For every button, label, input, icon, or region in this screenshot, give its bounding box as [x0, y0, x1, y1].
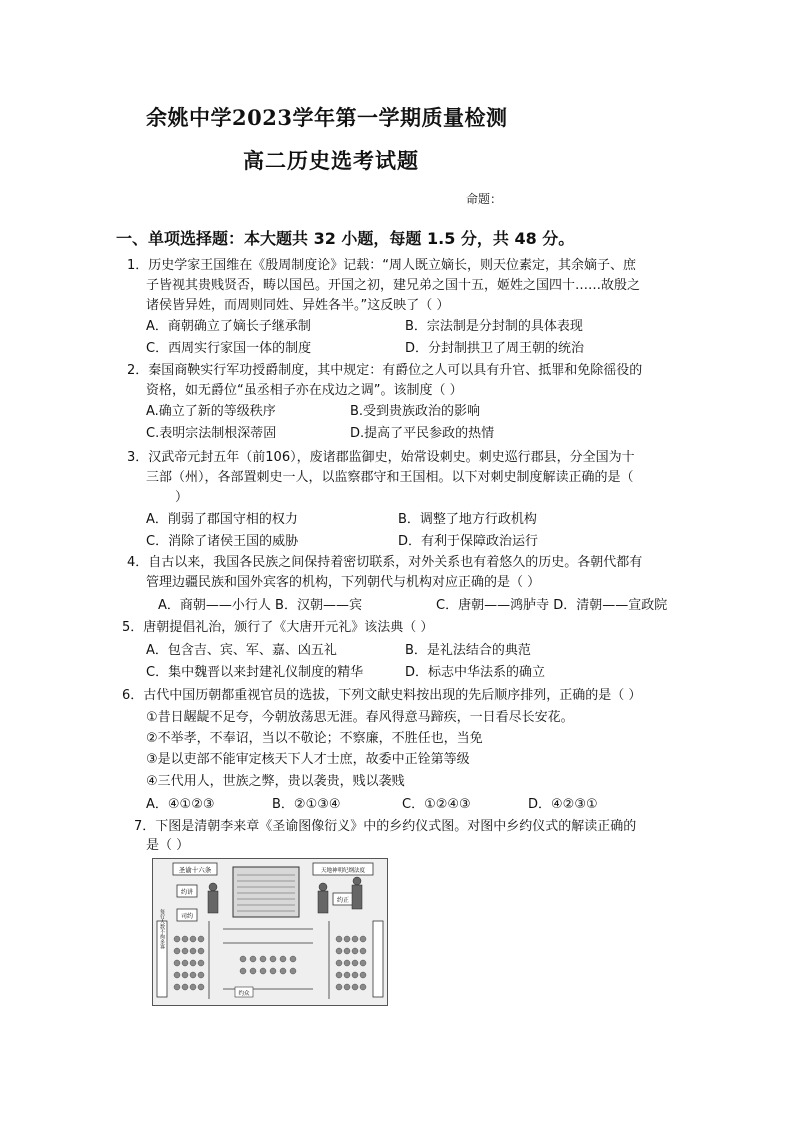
- q6-line-1: 6．古代中国历朝都重视官员的选拔，下列文献史料按出现的先后顺序排列，正确的是（ ）: [122, 688, 642, 703]
- q2-option-b: B.受到贵族政治的影响: [350, 404, 481, 419]
- q2-option-a: A.确立了新的等级秩序: [146, 404, 276, 419]
- q5-option-a: A．包含吉、宾、军、嘉、凶五礼: [146, 643, 337, 658]
- q5-line-1: 5．唐朝提倡礼治，颁行了《大唐开元礼》该法典（ ）: [122, 620, 434, 635]
- q6-item-4: ④三代用人，世族之弊，贵以袭贵，贱以袭贱: [146, 774, 405, 789]
- q2-option-d: D.提高了平民参政的热情: [350, 426, 495, 441]
- q3-option-b: B．调整了地方行政机构: [398, 512, 537, 527]
- figure-label-heaven: 天地神明纪纲法度: [320, 868, 366, 874]
- q3-option-d: D．有利于保障政治运行: [398, 534, 539, 549]
- figure-label-edict: 圣谕十六条: [178, 866, 212, 874]
- q4-line-2: 管理边疆民族和国外宾客的机构，下列朝代与机构对应正确的是（ ）: [146, 575, 541, 590]
- q1-line-2: 子皆视其贵贱贤否，畴以国邑。开国之初，建兄弟之国十五，姬姓之国四十……故殷之: [146, 278, 641, 293]
- figure-label-siyue: 司约: [180, 913, 194, 920]
- q6-item-2: ②不举孝，不奉诏，当以不敬论；不察廉，不胜任也，当免: [146, 731, 483, 746]
- q6-option-b: B．②①③④: [272, 797, 341, 812]
- q2-line-1: 2．秦国商鞅实行军功授爵制度，其中规定：有爵位之人可以具有升官、抵罪和免除徭役的: [127, 363, 643, 378]
- q2-line-2: 资格，如无爵位“虽丞相子亦在戍边之调”。该制度（ ）: [146, 383, 463, 398]
- q3-option-c: C．消除了诸侯王国的威胁: [146, 534, 299, 549]
- ceremony-illustration: [152, 858, 388, 1006]
- figure-label-yuezheng: 约正: [336, 897, 350, 904]
- q3-line-1: 3．汉武帝元封五年（前106），废诸郡监御史，始常设刺史。刺史巡行郡县，分全国为十: [127, 450, 635, 465]
- q2-option-c: C.表明宗法制根深蒂固: [146, 426, 277, 441]
- q1-option-c: C．西周实行家国一体的制度: [146, 341, 312, 356]
- q7-line-2: 是（ ）: [146, 838, 190, 853]
- q5-option-d: D．标志中华法系的确立: [405, 665, 546, 680]
- q1-option-a: A．商朝确立了嫡长子继承制: [146, 319, 311, 334]
- figure-label-lecturer: 约讲: [180, 889, 194, 896]
- q6-item-3: ③是以吏部不能审定核天下人才士庶，故委中正铨第等级: [146, 752, 470, 767]
- figure-label-rows-left: 每行人数不拘多寡: [159, 909, 165, 949]
- q1-option-d: D．分封制拱卫了周王朝的统治: [405, 341, 585, 356]
- q5-option-c: C．集中魏晋以来封建礼仪制度的精华: [146, 665, 364, 680]
- q6-item-1: ①昔日龌龊不足夸，今朝放荡思无涯。春风得意马蹄疾，一日看尽长安花。: [146, 710, 574, 725]
- q3-line-2: 三部（州），各部置刺史一人，以监察郡守和王国相。以下对刺史制度解读正确的是（: [146, 470, 634, 485]
- q4-option-ab: A．商朝——小行人 B．汉朝——宾: [158, 598, 362, 613]
- q5-option-b: B．是礼法结合的典范: [405, 643, 531, 658]
- q3-option-a: A．削弱了郡国守相的权力: [146, 512, 298, 527]
- q4-line-1: 4．自古以来，我国各民族之间保持着密切联系，对外关系也有着悠久的历史。各朝代都有: [127, 555, 643, 570]
- q6-option-a: A．④①②③: [146, 797, 215, 812]
- q1-line-3: 诸侯皆异姓，而周则同姓、异姓各半。”这反映了（ ）: [146, 298, 450, 313]
- q6-option-c: C．①②④③: [402, 797, 471, 812]
- q7-line-1: 7．下图是清朝李来章《圣谕图像衍义》中的乡约仪式图。对图中乡约仪式的解读正确的: [134, 819, 637, 834]
- q6-option-d: D．④②③①: [528, 797, 598, 812]
- q1-option-b: B．宗法制是分封制的具体表现: [405, 319, 583, 334]
- exam-title: 余姚中学2023学年第一学期质量检测: [146, 105, 508, 130]
- exam-subtitle: 高二历史选考试题: [243, 148, 419, 173]
- q1-line-1: 1．历史学家王国维在《殷周制度论》记载：“周人既立嫡长，则天位素定，其余嫡子、庶: [127, 258, 637, 273]
- figure-label-crowd: 约众: [238, 991, 250, 997]
- q4-option-cd: C．唐朝——鸿胪寺 D．清朝——宣政院: [436, 598, 668, 613]
- author-label: 命题：: [466, 192, 503, 206]
- q3-line-3: ）: [175, 490, 189, 505]
- section-heading: 一、单项选择题：本大题共 32 小题，每题 1.5 分，共 48 分。: [116, 229, 575, 248]
